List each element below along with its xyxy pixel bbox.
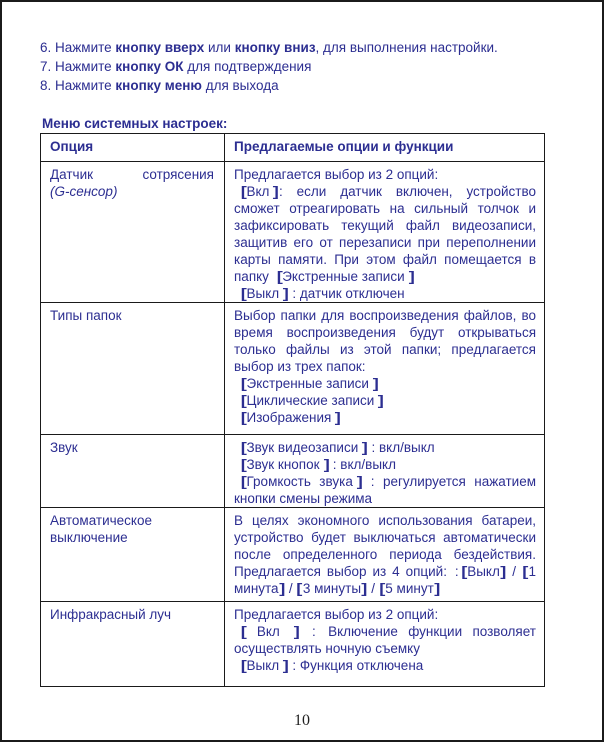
instruction-text-segment: для выхода [201,78,279,93]
description-cell [225,162,545,303]
instructions-list [40,38,544,95]
description-paragraph: Предлагается выбор из 2 опций: [234,607,439,622]
option-cell [41,508,225,602]
instruction-text-segment: или [204,40,235,55]
page-number: 10 [294,712,310,729]
option-label: Типы папок [50,308,122,323]
option-cell [41,162,225,303]
option-cell [41,303,225,435]
description-cell [225,508,545,602]
description-paragraph: [Звук кнопок ] : вкл/выкл [240,457,396,472]
option-label: Инфракрасный луч [50,607,172,622]
instruction-text-segment: 8. Нажмите [40,78,116,93]
column-header-option: Опция [41,134,225,162]
description-paragraph: Выбор папки для воспроизведения файлов, во время воспроизведения будут открываться только файлы из этой папки; предлагается выбор из трех папок: [234,308,536,374]
section-title: Меню системных настроек: [42,116,228,131]
table-row-auto-power-off [41,508,545,602]
description-paragraph: [Выкл ] : Функция отключена [240,658,424,673]
description-paragraph: [Циклические записи ] [240,393,385,408]
page-content [40,38,544,687]
instruction-text-segment: 6. Нажмите [40,40,116,55]
description-paragraph: [Громкость звука ] : регулируется нажатием кнопки смены режима [234,474,536,506]
option-word: Датчик [50,167,94,182]
description-paragraph: [Выкл ] : датчик отключен [240,286,405,301]
description-paragraph: [Вкл ]: если датчик включен, устройство сможет отреагировать на сильный толчок и зафиксировать текущий файл видеозаписи, защитив его от перезаписи при переполнении карты памяти. При этом файл помещается в папку [Экстренные записи ] [234,184,536,284]
option-label: Звук [50,440,78,455]
description-paragraph: [Экстренные записи ] [240,376,379,391]
instruction-text-segment: кнопку меню [115,78,202,93]
description-paragraph: Предлагается выбор из 2 опций: [234,167,439,182]
option-cell [41,435,225,508]
instruction-step-8 [40,76,544,95]
table-row-folder-types [41,303,545,435]
instruction-text-segment: кнопку вниз [234,40,316,55]
instruction-step-7 [40,57,544,76]
table-row-infrared [41,602,545,687]
description-cell [225,435,545,508]
option-sublabel: (G-сенсор) [50,184,118,199]
table-header-row [41,134,545,162]
table-row-sound [41,435,545,508]
description-paragraph: [Звук видеозаписи ] : вкл/выкл [240,440,435,455]
option-cell [41,602,225,687]
description-paragraph: В целях экономного использования батареи, устройство будет выключаться автоматически после определенного периода бездействия. Предлагается выбор из 4 опций: : [Выкл] / [1 минута] / [3 минуты] / [5 минут] [234,513,536,596]
instruction-step-6 [40,38,544,57]
description-paragraph: [Изображения ] [240,410,342,425]
system-settings-table [40,133,545,687]
table-row-g-sensor [41,162,545,303]
instruction-text-segment: для подтверждения [183,59,312,74]
option-label [50,166,216,183]
option-label: Автоматическое выключение [50,513,153,545]
instruction-text-segment: 7. Нажмите [40,59,116,74]
description-cell [225,303,545,435]
option-word: сотрясения [142,167,214,182]
description-cell [225,602,545,687]
instruction-text-segment: , для выполнения настройки. [315,40,498,55]
description-paragraph: [ Вкл ] : Включение функции позволяет осуществлять ночную съемку [234,624,536,656]
instruction-text-segment: кнопку ОК [115,59,184,74]
column-header-functions: Предлагаемые опции и функции [225,134,545,162]
instruction-text-segment: кнопку вверх [115,40,205,55]
